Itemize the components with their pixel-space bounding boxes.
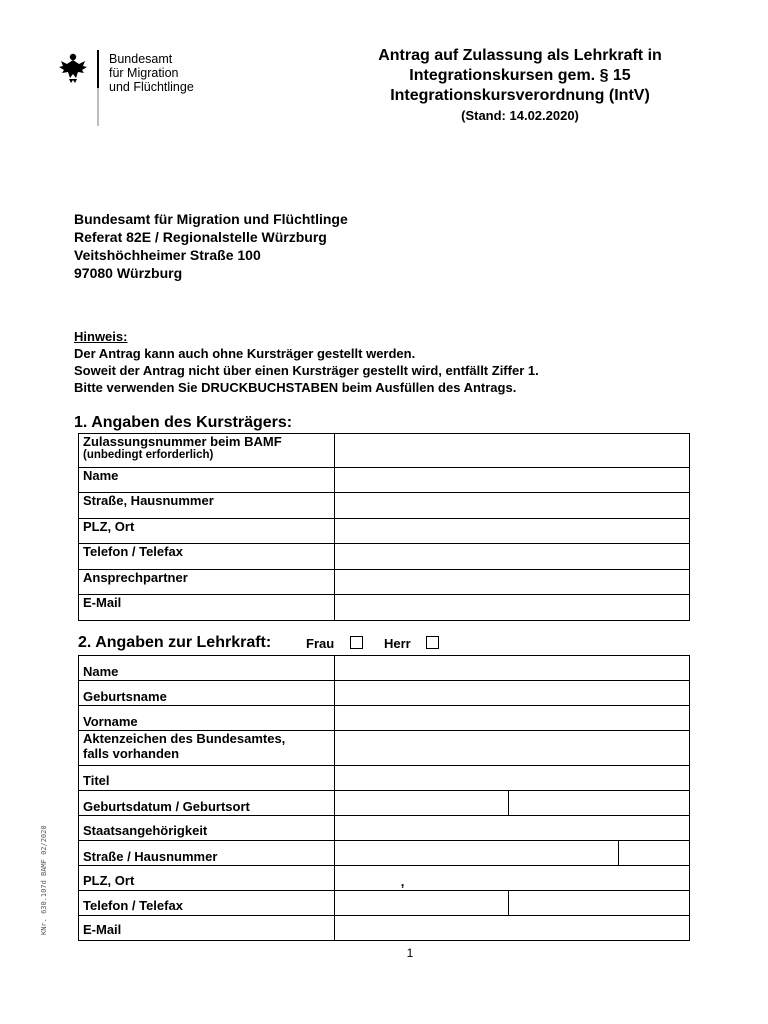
field-label: Staatsangehörigkeit (79, 816, 335, 841)
federal-eagle-icon (56, 50, 90, 84)
table-row (79, 595, 690, 621)
table-row (79, 570, 690, 595)
teacher-table (78, 655, 690, 941)
form-title (330, 46, 710, 126)
table-row (79, 656, 690, 681)
section-1-title: 1. Angaben des Kursträgers: (74, 414, 293, 431)
provider-zip-city-input[interactable] (334, 519, 689, 544)
field-label: Telefon / Telefax (79, 544, 335, 570)
provider-email-input[interactable] (334, 595, 689, 621)
zip-city-separator: , (400, 874, 405, 889)
table-row (79, 468, 690, 493)
birth-date-place-input[interactable] (334, 791, 689, 816)
herr-checkbox[interactable] (426, 636, 439, 649)
table-row (79, 791, 690, 816)
file-reference-input[interactable] (334, 731, 689, 766)
field-label: Ansprechpartner (79, 570, 335, 595)
table-row (79, 916, 690, 941)
birth-name-input[interactable] (334, 681, 689, 706)
field-label: Straße, Hausnummer (79, 493, 335, 519)
nationality-input[interactable] (334, 816, 689, 841)
course-provider-table (78, 433, 690, 621)
teacher-name-input[interactable] (334, 656, 689, 681)
address-line: Referat 82E / Regionalstelle Würzburg (74, 229, 327, 245)
table-row (79, 766, 690, 791)
hint-heading: Hinweis: (74, 329, 128, 344)
address-line: Veitshöchheimer Straße 100 (74, 247, 261, 263)
field-label: Geburtsname (79, 681, 335, 706)
provider-street-input[interactable] (334, 493, 689, 519)
herr-label: Herr (384, 636, 411, 651)
table-row (79, 866, 690, 891)
form-code: KNr. 630.107d BAMF 02/2020 (40, 825, 48, 935)
field-label (79, 731, 335, 766)
provider-name-input[interactable] (334, 468, 689, 493)
field-divider (618, 841, 619, 865)
table-row (79, 891, 690, 916)
teacher-street-input[interactable] (334, 841, 689, 866)
approval-number-input[interactable] (334, 434, 689, 468)
field-label-text: falls vorhanden (83, 746, 180, 761)
address-line: 97080 Würzburg (74, 265, 183, 281)
teacher-phone-fax-input[interactable] (334, 891, 689, 916)
form-version-date: (Stand: 14.02.2020) (461, 108, 579, 123)
table-row (79, 493, 690, 519)
page-number: 1 (406, 946, 414, 960)
title-line: Antrag auf Zulassung als Lehrkraft in (378, 47, 662, 64)
first-name-input[interactable] (334, 706, 689, 731)
title-line: Integrationskursverordnung (IntV) (390, 87, 650, 104)
logo-text-line: für Migration (109, 66, 179, 80)
field-label: Telefon / Telefax (79, 891, 335, 916)
field-label: Straße / Hausnummer (79, 841, 335, 866)
teacher-zip-city-input[interactable] (334, 866, 689, 891)
hint-line: Bitte verwenden Sie DRUCKBUCHSTABEN beim Ausfüllen des Antrags. (74, 380, 517, 395)
field-label: E-Mail (79, 916, 335, 941)
section-2-title: 2. Angaben zur Lehrkraft: (78, 634, 272, 651)
field-label: Titel (79, 766, 335, 791)
field-divider (508, 791, 509, 815)
table-row (79, 681, 690, 706)
title-line: Integrationskursen gem. § 15 (409, 67, 631, 84)
field-label: PLZ, Ort (79, 866, 335, 891)
logo-text-line: Bundesamt (109, 52, 173, 66)
field-label-text: Zulassungsnummer beim BAMF (83, 434, 282, 449)
hint-line: Soweit der Antrag nicht über einen Kursträger gestellt wird, entfällt Ziffer 1. (74, 363, 539, 378)
field-label: PLZ, Ort (79, 519, 335, 544)
field-divider (508, 891, 509, 915)
table-row (79, 731, 690, 766)
field-label (79, 434, 335, 468)
teacher-email-input[interactable] (334, 916, 689, 941)
logo-text-line: und Flüchtlinge (109, 80, 194, 94)
table-row (79, 434, 690, 468)
table-row (79, 706, 690, 731)
table-row (79, 519, 690, 544)
frau-checkbox[interactable] (350, 636, 363, 649)
field-label-note: (unbedingt erforderlich) (83, 449, 214, 461)
title-input[interactable] (334, 766, 689, 791)
table-row (79, 544, 690, 570)
field-label: Name (79, 656, 335, 681)
field-label-text: Aktenzeichen des Bundesamtes, (83, 731, 286, 746)
field-label: Vorname (79, 706, 335, 731)
logo-divider-grey (97, 88, 99, 126)
field-label: Geburtsdatum / Geburtsort (79, 791, 335, 816)
provider-contact-person-input[interactable] (334, 570, 689, 595)
field-label: E-Mail (79, 595, 335, 621)
table-row (79, 816, 690, 841)
address-line: Bundesamt für Migration und Flüchtlinge (74, 211, 348, 227)
provider-phone-fax-input[interactable] (334, 544, 689, 570)
hint-line: Der Antrag kann auch ohne Kursträger gestellt werden. (74, 346, 416, 361)
frau-label: Frau (306, 636, 335, 651)
field-label: Name (79, 468, 335, 493)
table-row (79, 841, 690, 866)
